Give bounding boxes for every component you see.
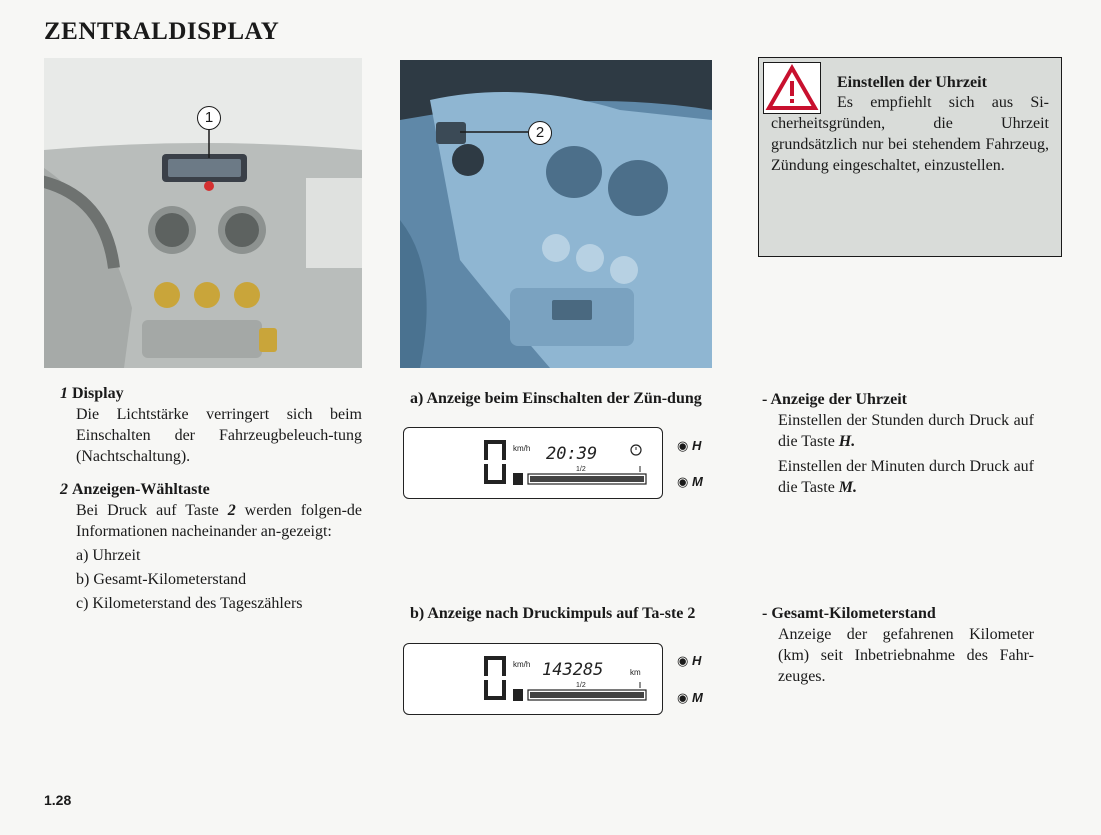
warning-title: Einstellen der Uhrzeit: [837, 74, 987, 91]
item-2-text: Bei Druck auf Taste 2 werden folgen-de Informationen nacheinander an-gezeigt:: [76, 502, 363, 540]
fuel-pump-icon: [513, 473, 523, 485]
lcd-unit-b: km/h: [513, 660, 531, 669]
fuel-pump-icon: [513, 689, 523, 701]
display-a-heading: a) Anzeige beim Einschalten der Zün-dung: [410, 390, 702, 407]
left-column: [60, 383, 362, 614]
odometer-section: [762, 603, 1034, 687]
item-1-text: Die Lichtstärke verringert sich beim Einschalten der Fahrzeugbeleuch-tung (Nachtschaltung).: [76, 406, 362, 465]
lcd-time-value: 20:39: [546, 444, 598, 464]
page-title: ZENTRALDISPLAY: [44, 18, 280, 45]
page-number: 1.28: [44, 792, 72, 808]
display-b-heading: b) Anzeige nach Druckimpuls auf Ta-ste 2: [410, 605, 696, 622]
selector-photo: [400, 60, 712, 368]
list-item: b) Gesamt-Kilometerstand: [76, 571, 247, 588]
minutes-text: Einstellen der Minuten durch Druck auf die Taste M.: [778, 458, 1034, 496]
warning-text: Es empfiehlt sich aus Si-cherheitsgründen, die Uhrzeit grundsätzlich nur bei stehendem Fahrzeug, Zündung eingeschaltet, einzustellen.: [771, 94, 1049, 174]
clock-heading: - Anzeige der Uhrzeit: [762, 391, 907, 408]
clock-section: [762, 389, 1034, 498]
lcd-unit-a: km/h: [513, 444, 531, 453]
callout-1: 1: [197, 106, 221, 130]
item-2-heading: 2 Anzeigen-Wähltaste: [60, 481, 210, 498]
button-h-a: ◉ H: [677, 438, 702, 453]
odometer-heading: - Gesamt-Kilometerstand: [762, 605, 936, 622]
callout-2: 2: [528, 121, 552, 145]
hours-text: Einstellen der Stunden durch Druck auf die Taste H.: [778, 412, 1034, 450]
button-m-a: ◉ M: [677, 474, 703, 489]
list-item: c) Kilometerstand des Tageszählers: [76, 595, 303, 612]
odometer-text: Anzeige der gefahrenen Kilometer (km) seit Inbetriebnahme des Fahr-zeuges.: [778, 626, 1034, 685]
warning-box: [758, 57, 1062, 257]
lcd-display-a: [403, 427, 663, 499]
big-digit-zero: [484, 656, 506, 700]
item-1-heading: 1 Display: [60, 385, 124, 402]
item-1-title: Display: [72, 385, 124, 402]
list-item: a) Uhrzeit: [76, 547, 141, 564]
item-2-title: Anzeigen-Wähltaste: [72, 481, 210, 498]
lcd-odometer-value: 143285: [542, 660, 604, 680]
big-digit-zero: [484, 440, 506, 484]
lcd-fuel-label: 1/2: [576, 466, 586, 473]
lcd-fuel-label: 1/2: [576, 682, 586, 689]
button-m-b: ◉ M: [677, 690, 703, 705]
dashboard-photo: [44, 58, 362, 368]
lcd-display-b: [403, 643, 663, 715]
button-h-b: ◉ H: [677, 653, 702, 668]
lcd-km-unit: km: [630, 668, 641, 677]
